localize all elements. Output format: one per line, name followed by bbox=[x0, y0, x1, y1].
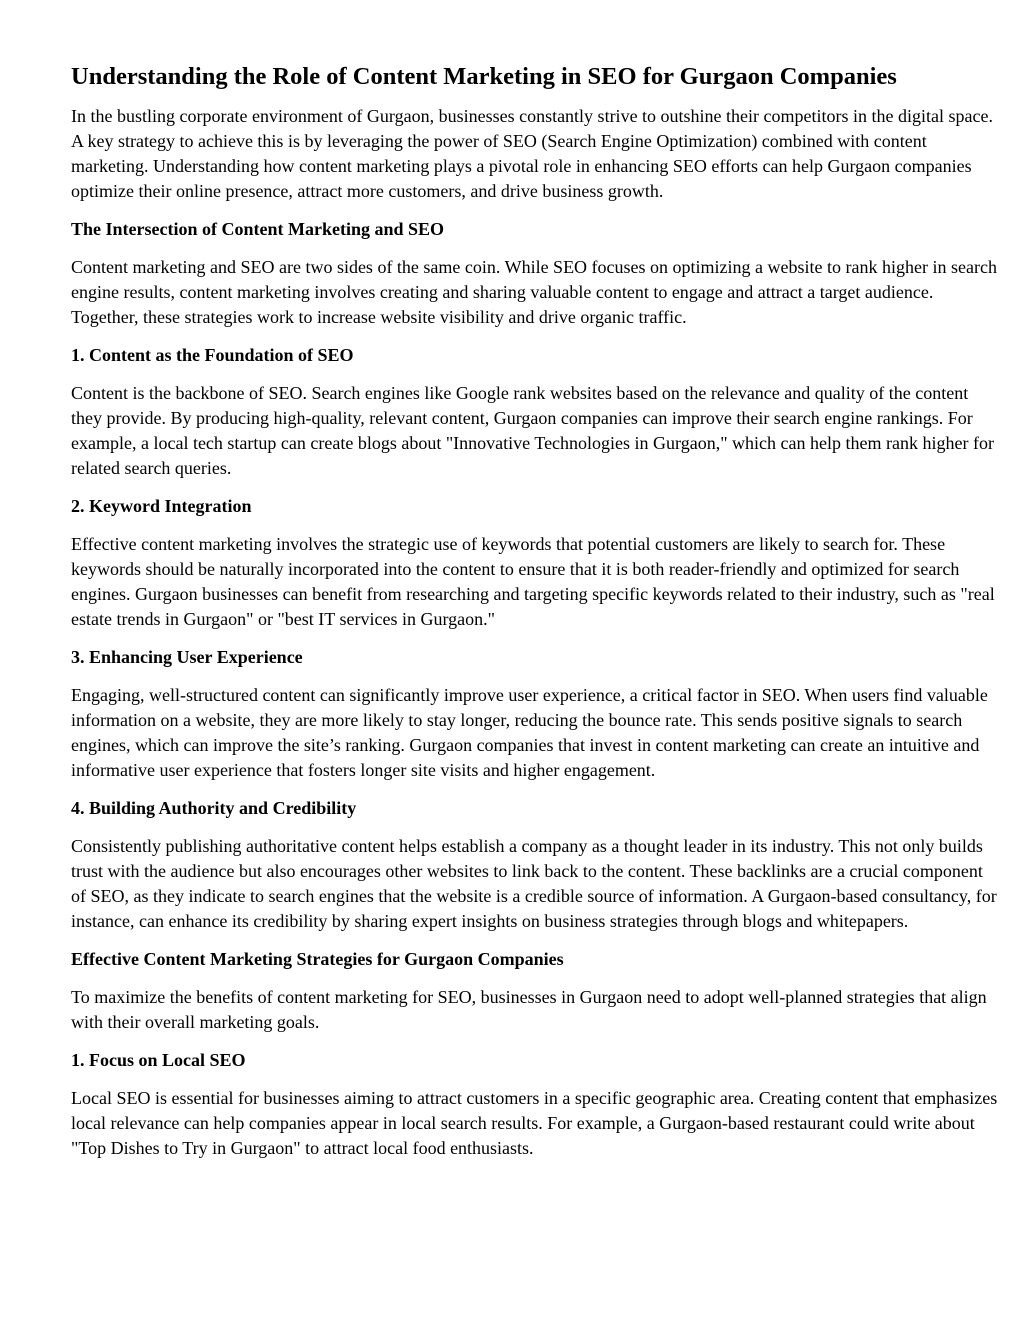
section-heading: 2. Keyword Integration bbox=[71, 496, 252, 516]
document-title: Understanding the Role of Content Marketing in SEO for Gurgaon Companies bbox=[71, 63, 897, 90]
section-heading: 1. Focus on Local SEO bbox=[71, 1050, 246, 1070]
section-paragraph: Engaging, well-structured content can significantly improve user experience, a critical factor in SEO. When users find valuable information on a website, they are more likely to stay longer, reducing the bounce rate. This sends positive signals to search engines, which can improve the site’s ranking. Gurgaon companies that invest in content marketing can create an intuitive and informative user experience that fosters longer site visits and higher engagement. bbox=[71, 685, 988, 780]
section-heading: Effective Content Marketing Strategies for Gurgaon Companies bbox=[71, 949, 564, 969]
section-paragraph: Local SEO is essential for businesses aiming to attract customers in a specific geographic area. Creating content that emphasizes local relevance can help companies appear in local search results. For example, a Gurgaon-based restaurant could write about "Top Dishes to Try in Gurgaon" to attract local food enthusiasts. bbox=[71, 1088, 998, 1158]
section-heading: 4. Building Authority and Credibility bbox=[71, 798, 357, 818]
section-paragraph: Content marketing and SEO are two sides of the same coin. While SEO focuses on optimizing a website to rank higher in search engine results, content marketing involves creating and sharing valuable content to engage and attract a target audience. Together, these strategies work to increase website visibility and drive organic traffic. bbox=[71, 257, 997, 327]
section-heading: The Intersection of Content Marketing and SEO bbox=[71, 219, 444, 239]
section-heading: 3. Enhancing User Experience bbox=[71, 647, 303, 667]
section-paragraph: Content is the backbone of SEO. Search engines like Google rank websites based on the relevance and quality of the content they provide. By producing high-quality, relevant content, Gurgaon companies can improve their search engine rankings. For example, a local tech startup can create blogs about "Innovative Technologies in Gurgaon," which can help them rank higher for related search queries. bbox=[71, 383, 994, 478]
intro-paragraph: In the bustling corporate environment of Gurgaon, businesses constantly strive to outshine their competitors in the digital space. A key strategy to achieve this is by leveraging the power of SEO (Search Engine Optimization) combined with content marketing. Understanding how content marketing plays a pivotal role in enhancing SEO efforts can help Gurgaon companies optimize their online presence, attract more customers, and drive business growth. bbox=[71, 106, 993, 201]
section-paragraph: To maximize the benefits of content marketing for SEO, businesses in Gurgaon need to adopt well-planned strategies that align with their overall marketing goals. bbox=[71, 987, 987, 1032]
section-heading: 1. Content as the Foundation of SEO bbox=[71, 345, 354, 365]
section-paragraph: Consistently publishing authoritative content helps establish a company as a thought leader in its industry. This not only builds trust with the audience but also encourages other websites to link back to the content. These backlinks are a crucial component of SEO, as they indicate to search engines that the website is a credible source of information. A Gurgaon-based consultancy, for instance, can enhance its credibility by sharing expert insights on business strategies through blogs and whitepapers. bbox=[71, 836, 997, 931]
section-paragraph: Effective content marketing involves the strategic use of keywords that potential customers are likely to search for. These keywords should be naturally incorporated into the content to ensure that it is both reader-friendly and optimized for search engines. Gurgaon businesses can benefit from researching and targeting specific keywords related to their industry, such as "real estate trends in Gurgaon" or "best IT services in Gurgaon." bbox=[71, 534, 995, 629]
